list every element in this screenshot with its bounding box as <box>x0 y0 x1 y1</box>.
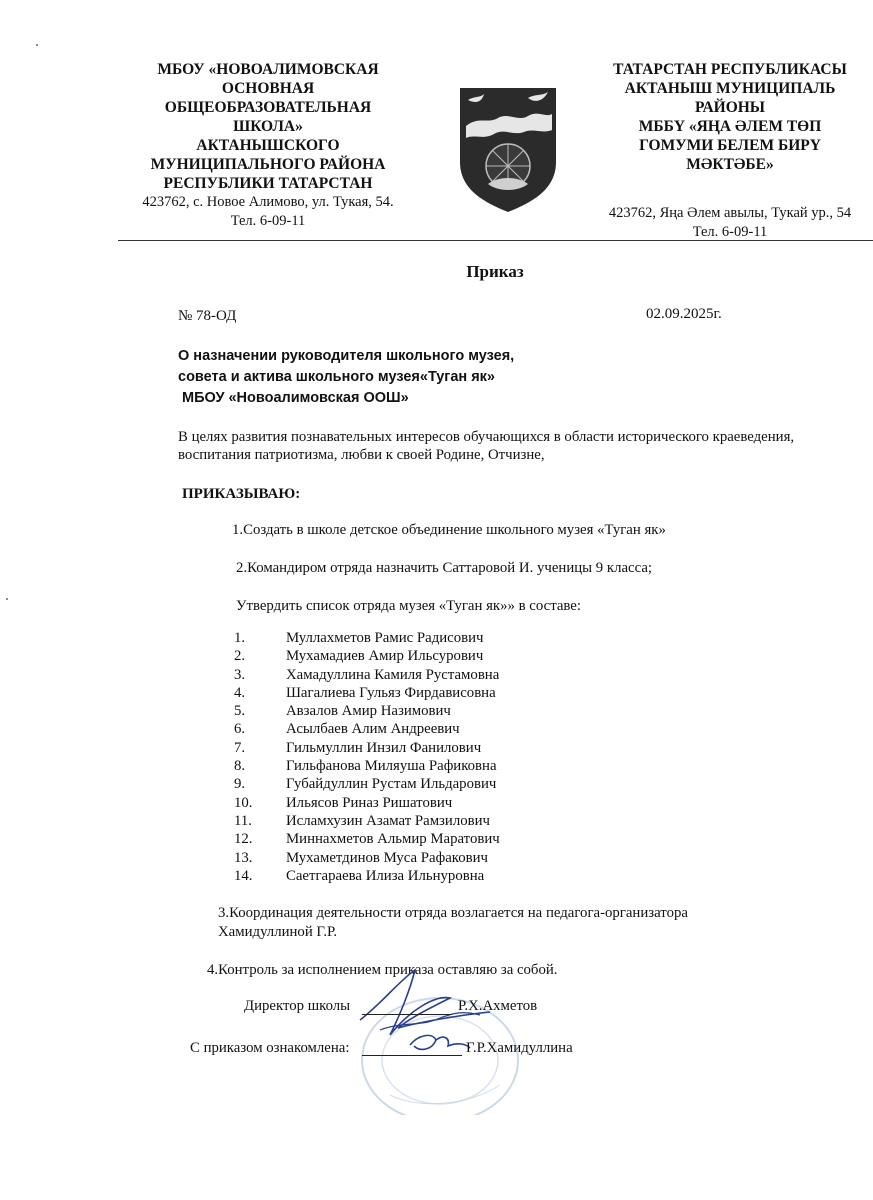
header-phone: Тел. 6-09-11 <box>230 213 306 229</box>
director-label: Директор школы <box>244 998 351 1014</box>
list-item-number: 13. <box>234 849 253 866</box>
list-item <box>234 740 654 758</box>
header-line: ОБЩЕОБРАЗОВАТЕЛЬНАЯ <box>164 99 372 116</box>
director-name: Р.Х.Ахметов <box>458 998 538 1014</box>
list-item <box>234 813 654 831</box>
header-line: ОСНОВНАЯ <box>221 80 315 97</box>
list-item-name: Исламхузин Азамат Рамзилович <box>286 812 490 829</box>
list-item-number: 9. <box>234 776 246 793</box>
acknowledgement-name: Г.Р.Хамидуллина <box>466 1040 573 1056</box>
order-word: ПРИКАЗЫВАЮ: <box>182 486 301 502</box>
list-item-name: Гильфанова Миляуша Рафиковна <box>286 758 497 775</box>
order-subject <box>178 346 514 409</box>
scan-speck <box>6 598 8 600</box>
list-item-number: 1. <box>234 630 246 646</box>
list-item <box>234 667 654 685</box>
list-item <box>234 685 654 703</box>
list-item-name: Гильмуллин Инзил Фанилович <box>286 739 482 756</box>
list-item-number: 4. <box>234 684 246 701</box>
header-line: РЕСПУБЛИКИ ТАТАРСТАН <box>163 175 373 192</box>
list-item <box>234 795 654 813</box>
acknowledgement-label: С приказом ознакомлена: <box>190 1040 350 1056</box>
header-line: РАЙОНЫ <box>694 99 766 116</box>
preamble-text: В целях развития познавательных интересов обучающихся в области исторического краеведения, воспитания патриотизма, любви к своей Родине, Отчизне, <box>178 429 795 463</box>
list-item-number: 3. <box>234 666 246 683</box>
list-item-name: Саетгараева Илиза Ильнуровна <box>286 867 485 884</box>
header-address: 423762, с. Новое Алимово, ул. Тукая, 54. <box>142 194 394 210</box>
list-item-number: 6. <box>234 721 246 738</box>
list-item <box>234 721 654 739</box>
header-phone: Тел. 6-09-11 <box>692 224 768 240</box>
list-item-name: Мухаметдинов Муса Рафакович <box>286 849 488 866</box>
coat-of-arms-icon <box>458 84 558 214</box>
list-item-number: 8. <box>234 758 246 775</box>
list-item-number: 7. <box>234 739 246 756</box>
list-item-number: 12. <box>234 831 253 848</box>
document-title: Приказ <box>466 262 524 281</box>
list-item-number: 5. <box>234 703 246 720</box>
header-line: МБОУ «НОВОАЛИМОВСКАЯ <box>157 61 379 78</box>
header-line: МББҮ «ЯҢА ӘЛЕМ ТӨП <box>638 118 822 135</box>
point-3: 3.Координация деятельности отряда возлагается на педагога-организатора Хамидуллиной Г.Р. <box>218 905 688 940</box>
signature-line <box>362 1014 452 1015</box>
list-item-name: Миннахметов Альмир Маратович <box>286 831 500 848</box>
header-line: МУНИЦИПАЛЬНОГО РАЙОНА <box>150 156 386 173</box>
list-item-name: Хамадуллина Камиля Рустамовна <box>286 666 500 683</box>
list-item-name: Авзалов Амир Назимович <box>286 703 451 720</box>
list-item-name: Губайдуллин Рустам Ильдарович <box>286 776 497 793</box>
header-line: АКТАНЫШ МУНИЦИПАЛЬ <box>624 80 836 97</box>
header-divider <box>118 240 873 241</box>
scan-speck <box>36 44 38 46</box>
list-item <box>234 776 654 794</box>
list-item <box>234 831 654 849</box>
list-item <box>234 648 654 666</box>
header-line: ШКОЛА» <box>233 118 303 135</box>
list-item-name: Асылбаев Алим Андреевич <box>286 721 460 738</box>
list-item <box>234 630 654 648</box>
list-item <box>234 850 654 868</box>
list-item-name: Шагалиева Гульяз Фирдависовна <box>286 684 496 701</box>
subject-line: О назначении руководителя школьного музея, <box>178 348 515 364</box>
list-item <box>234 703 654 721</box>
list-item-number: 14. <box>234 867 253 884</box>
order-number: № 78-ОД <box>178 308 237 324</box>
header-line: АКТАНЫШСКОГО <box>196 137 340 154</box>
member-list <box>234 630 654 886</box>
school-header-tatar <box>592 60 868 242</box>
list-item-name: Ильясов Риназ Ришатович <box>286 794 453 811</box>
point-4: 4.Контроль за исполнением приказа оставляю за собой. <box>207 962 558 978</box>
list-item <box>234 868 654 886</box>
header-line: МӘКТӘБЕ» <box>686 156 774 173</box>
point-2: 2.Командиром отряда назначить Саттаровой И. ученицы 9 класса; <box>236 560 653 576</box>
school-header-russian <box>118 60 418 231</box>
list-item-number: 10. <box>234 794 253 811</box>
subject-line: МБОУ «Новоалимовская ООШ» <box>178 390 409 406</box>
list-item <box>234 758 654 776</box>
header-contacts <box>592 204 868 242</box>
list-item-name: Мухамадиев Амир Ильсурович <box>286 648 484 665</box>
list-item-number: 11. <box>234 812 252 829</box>
header-line: ТАТАРСТАН РЕСПУБЛИКАСЫ <box>613 61 847 78</box>
list-item-name: Муллахметов Рамис Радисович <box>286 630 484 646</box>
order-date: 02.09.2025г. <box>646 306 722 322</box>
subject-line: совета и актива школьного музея«Туган як» <box>178 369 495 385</box>
header-address: 423762, Яңа Әлем авылы, Тукай ур., 54 <box>608 205 852 221</box>
signature-line <box>362 1055 462 1056</box>
list-intro: Утвердить список отряда музея «Туган як»» в составе: <box>236 598 581 614</box>
header-line: ГОМУМИ БЕЛЕМ БИРҮ <box>639 137 821 154</box>
list-item-number: 2. <box>234 648 246 665</box>
point-1: 1.Создать в школе детское объединение школьного музея «Туган як» <box>232 522 666 538</box>
